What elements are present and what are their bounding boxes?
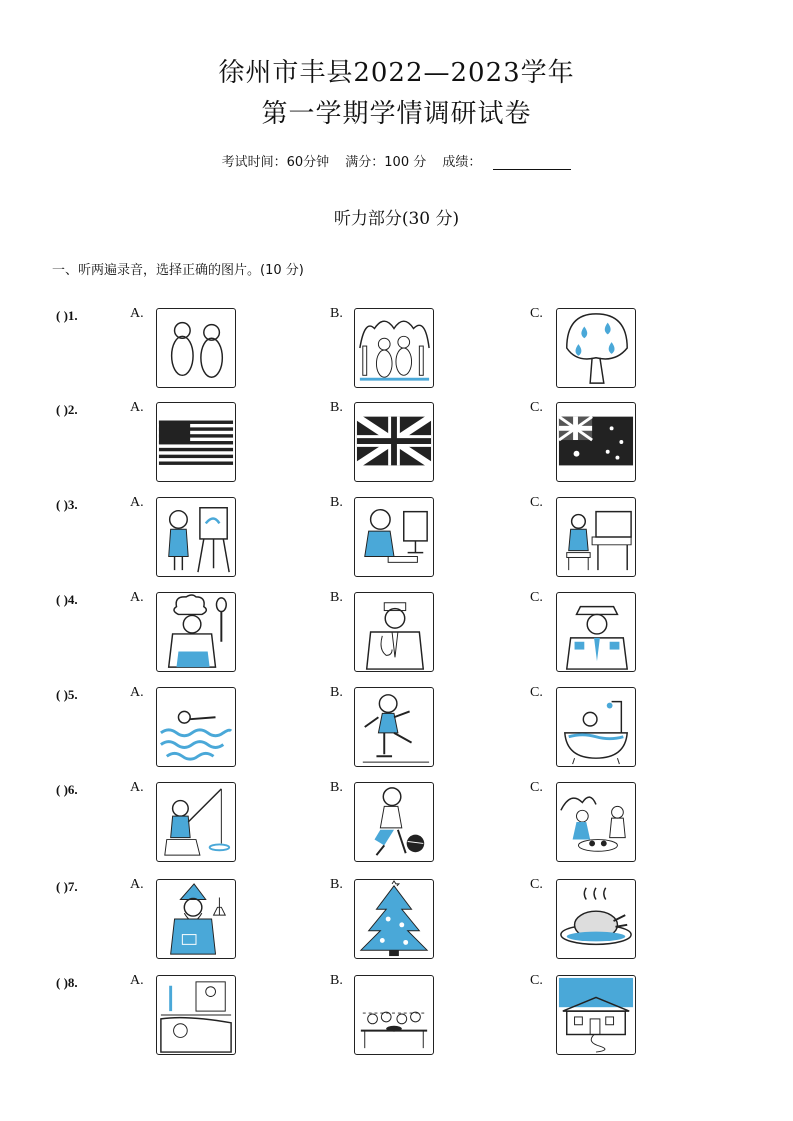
party-table-icon <box>354 975 434 1055</box>
option-label: A. <box>130 973 144 988</box>
police-icon <box>556 592 636 672</box>
question-number[interactable]: ( )7. <box>56 879 78 894</box>
pear-tree-icon <box>556 308 636 388</box>
painting-icon <box>156 497 236 577</box>
computer-icon <box>354 497 434 577</box>
title-line1: 徐州市丰县2022—2023学年 <box>218 58 575 88</box>
exam-time: 考试时间：60分钟 <box>221 155 330 170</box>
option-label: A. <box>130 400 144 415</box>
option-label: B. <box>330 973 343 988</box>
option-label: B. <box>330 877 343 892</box>
bath-icon <box>556 687 636 767</box>
exam-info <box>0 151 793 170</box>
question-number[interactable]: ( )5. <box>56 687 78 702</box>
option-label: A. <box>130 685 144 700</box>
question-number[interactable]: ( )3. <box>56 497 78 512</box>
full-score: 满分：100 分 <box>345 155 427 170</box>
option-label: C. <box>530 685 543 700</box>
forest-bears-icon <box>354 308 434 388</box>
option-label: C. <box>530 590 543 605</box>
option-label: A. <box>130 877 144 892</box>
option-label: B. <box>330 495 343 510</box>
option-label: A. <box>130 306 144 321</box>
option-label: C. <box>530 495 543 510</box>
option-label: B. <box>330 685 343 700</box>
turkey-icon <box>556 879 636 959</box>
section-instruction: 一、听两遍录音，选择正确的图片。(10 分) <box>52 263 304 278</box>
question-number[interactable]: ( )1. <box>56 308 78 323</box>
football-icon <box>354 782 434 862</box>
title-line2: 第一学期学情调研试卷 <box>261 99 532 129</box>
usa-flag-icon <box>156 402 236 482</box>
question-number[interactable]: ( )8. <box>56 975 78 990</box>
option-label: B. <box>330 306 343 321</box>
doctor-icon <box>354 592 434 672</box>
grade-blank[interactable] <box>493 157 571 170</box>
section-title: 听力部分(30 分) <box>333 209 460 229</box>
bears-icon <box>156 308 236 388</box>
sleeping-icon <box>156 975 236 1055</box>
option-label: C. <box>530 877 543 892</box>
question-number[interactable]: ( )4. <box>56 592 78 607</box>
christmas-tree-icon <box>354 879 434 959</box>
option-label: C. <box>530 780 543 795</box>
option-label: B. <box>330 400 343 415</box>
option-label: B. <box>330 590 343 605</box>
question-number[interactable]: ( )2. <box>56 402 78 417</box>
australia-flag-icon <box>556 402 636 482</box>
picnic-icon <box>556 782 636 862</box>
option-label: B. <box>330 780 343 795</box>
option-label: A. <box>130 780 144 795</box>
swimming-icon <box>156 687 236 767</box>
option-label: A. <box>130 590 144 605</box>
grade-label: 成绩： <box>442 155 482 170</box>
house-icon <box>556 975 636 1055</box>
santa-icon <box>156 879 236 959</box>
uk-flag-icon <box>354 402 434 482</box>
cook-icon <box>156 592 236 672</box>
option-label: A. <box>130 495 144 510</box>
skating-icon <box>354 687 434 767</box>
question-number[interactable]: ( )6. <box>56 782 78 797</box>
option-label: C. <box>530 400 543 415</box>
fishing-icon <box>156 782 236 862</box>
piano-icon <box>556 497 636 577</box>
option-label: C. <box>530 973 543 988</box>
option-label: C. <box>530 306 543 321</box>
